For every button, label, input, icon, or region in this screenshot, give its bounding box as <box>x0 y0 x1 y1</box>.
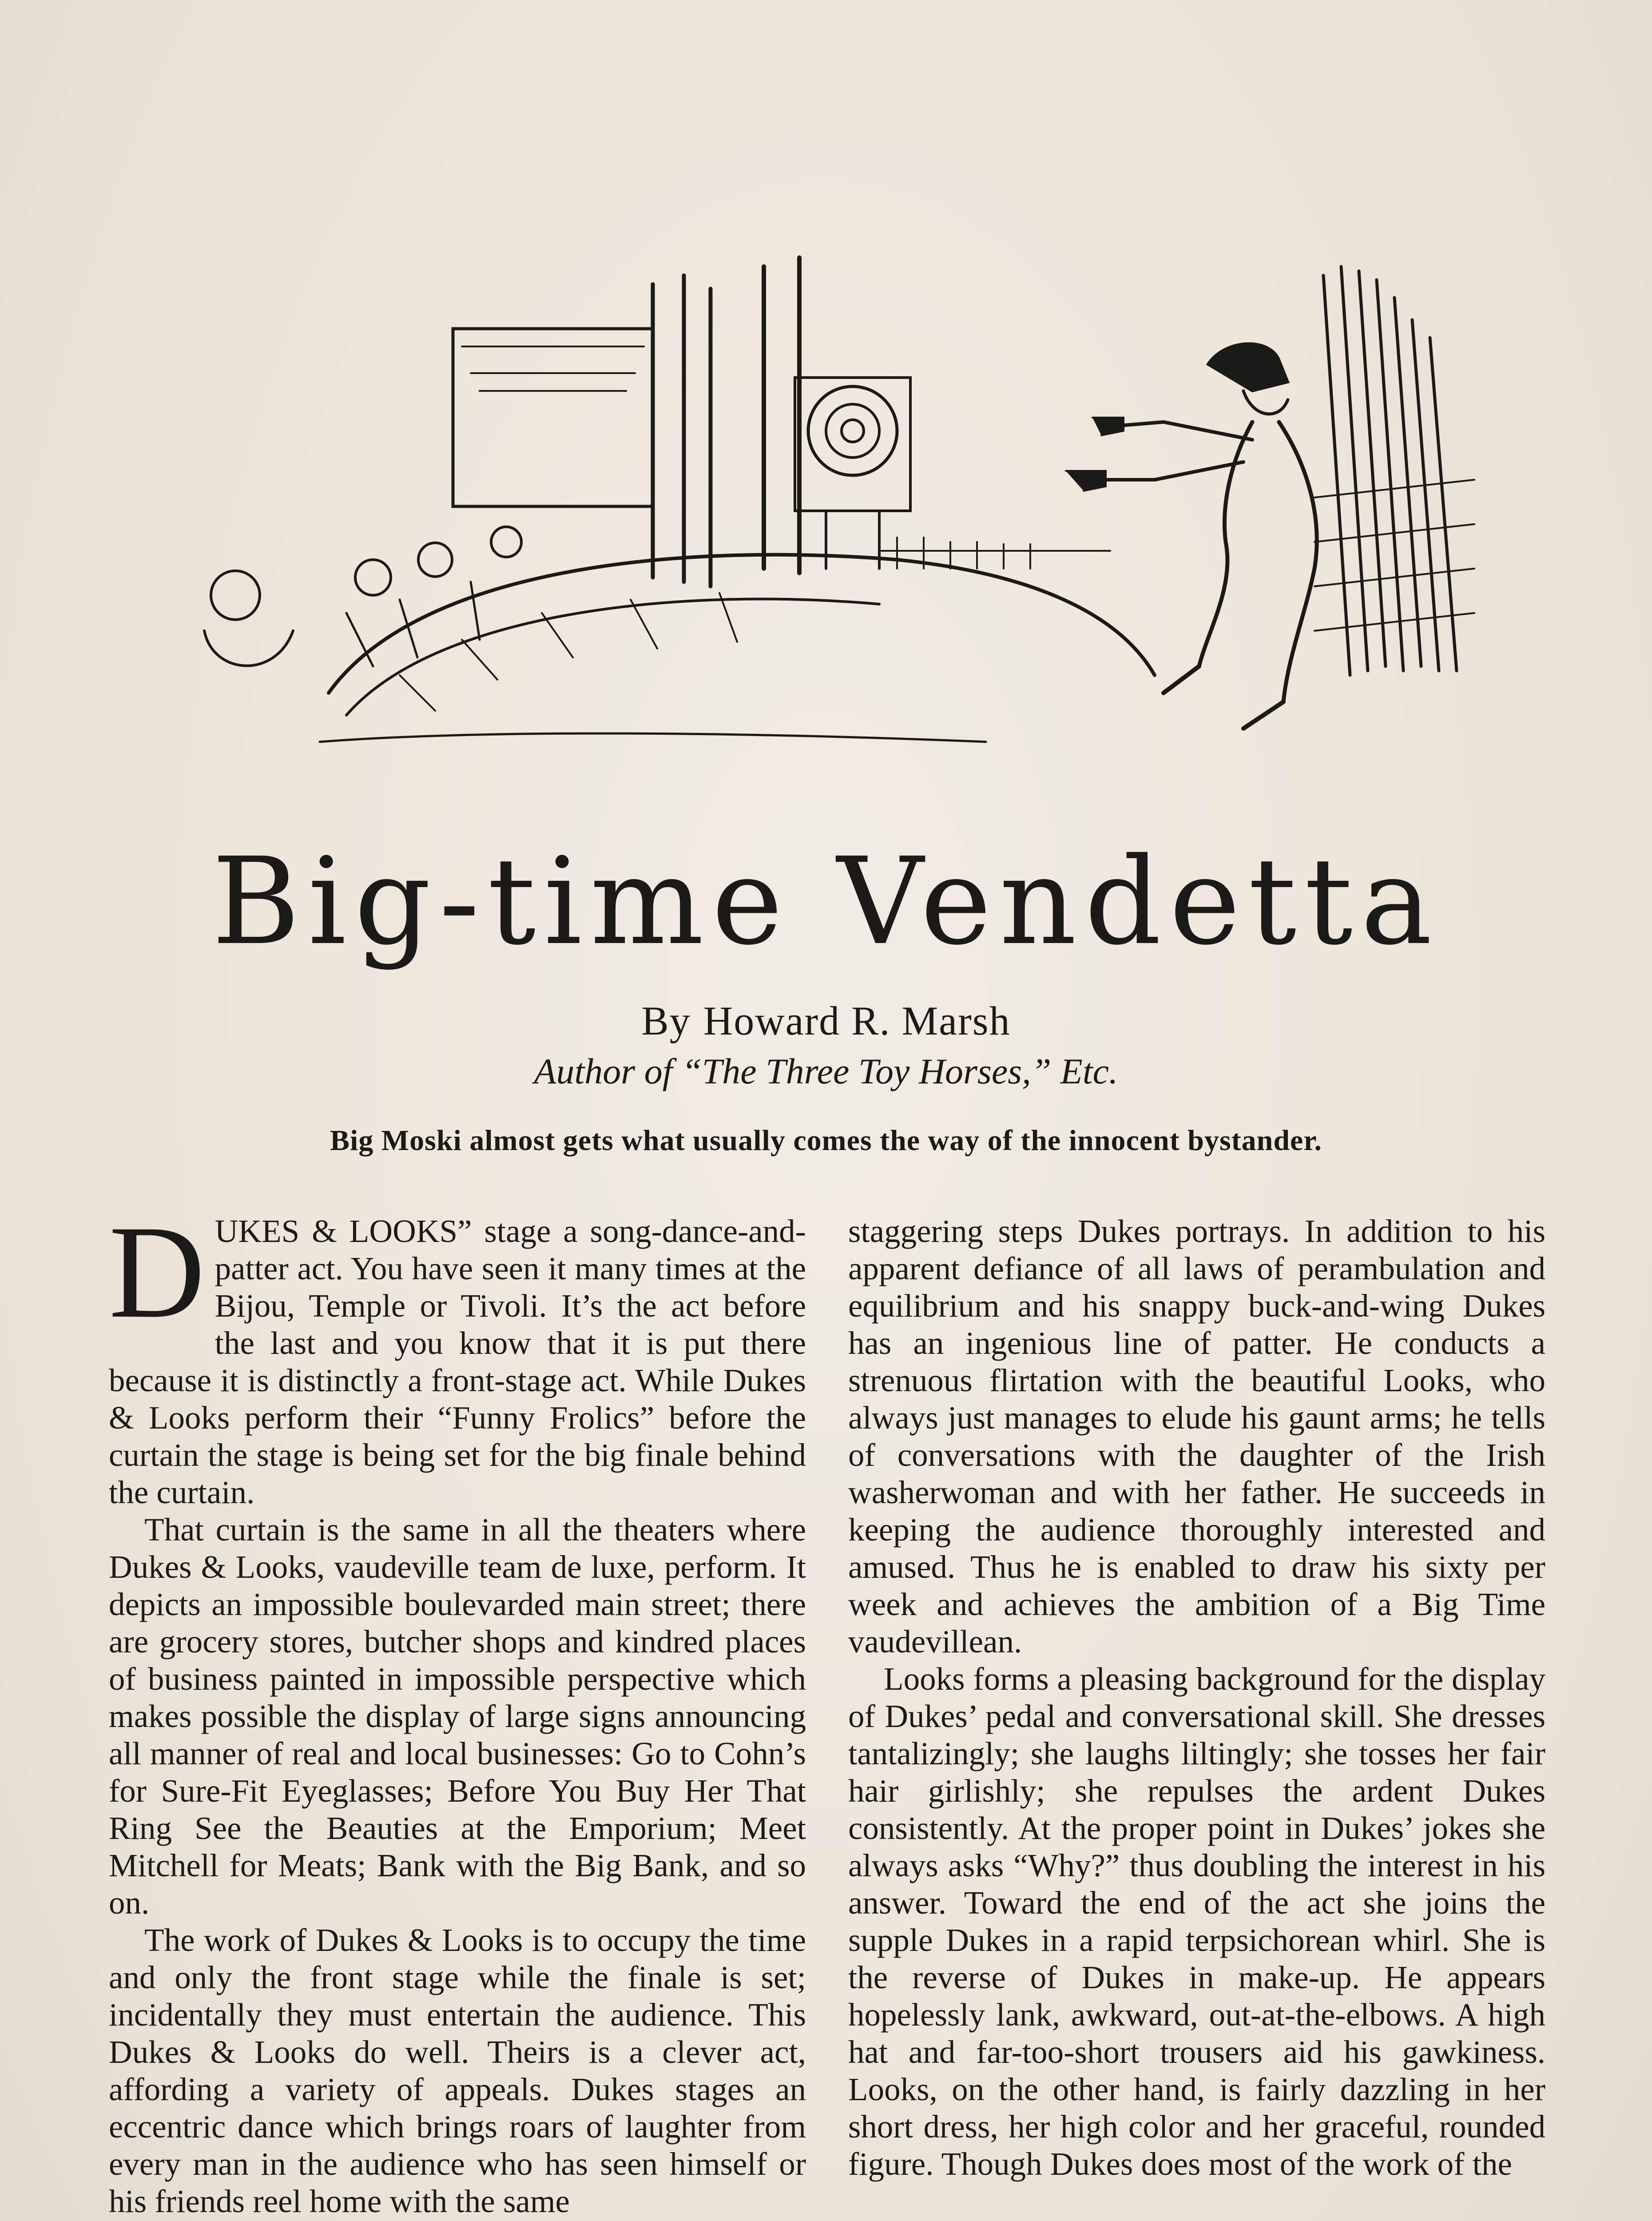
article-blurb: Big Moski almost gets what usually comes the way of the innocent bystander. <box>330 1124 1322 1157</box>
article-title: Big-time Vendetta <box>212 832 1440 971</box>
byline-prefix: By <box>641 998 691 1043</box>
paragraph: The work of Dukes & Looks is to occupy the time and only the front stage while the finale is set; incidentally they must entertain the audience. This Dukes & Looks do well. Theirs is a clever act, affording a variety of appeals. Dukes stages an eccentric dance which brings roars of laughter from every man in the audience who has seen himself or his friends reel home with the same <box>109 1922 806 2219</box>
paragraph: Looks forms a pleasing background for the display of Dukes’ pedal and conversational skill. She dresses tantalizingly; she laughs liltingly; she tosses her fair hair girlishly; she repulses the ardent Dukes consistently. At the proper point in Dukes’ jokes she always asks “Why?” thus doubling the interest in his answer. Toward the end of the act she joins the supple Dukes in a rapid terpsichorean whirl. She is the reverse of Dukes in make-up. He appears hopelessly lank, awkward, out-at-the-elbows. A high hat and far-too-short trousers aid his gawkiness. Looks, on the other hand, is fairly dazzling in her short dress, her high color and her graceful, rounded figure. Though Dukes does most of the work of the <box>848 1661 1545 2182</box>
header-illustration <box>187 231 1492 773</box>
author-name: Howard R. Marsh <box>703 998 1011 1043</box>
paragraph: That curtain is the same in all the theaters where Dukes & Looks, vaudeville team de luxe, perform. It depicts an impossible boulevarded main street; there are grocery stores, butcher shops and kindred places of business painted in impossible perspective which makes possible the display of large signs announcing all manner of real and local businesses: Go to Cohn’s for Sure-Fit Eyeglasses; Before You Buy Her That Ring See the Beauties at the Emporium; Meet Mitchell for Meats; Bank with the Big Bank, and so on. <box>109 1512 806 1921</box>
author-previous-work: Author of “The Three Toy Horses,” Etc. <box>534 1051 1118 1091</box>
drop-cap: D <box>109 1198 205 1345</box>
byline <box>0 997 1652 1044</box>
paragraph: DUKES & LOOKS” stage a song-dance-and-patter act. You have seen it many times at the Bijou, Temple or Tivoli. It’s the act before the last and you know that it is put there because it is distinctly a front-stage act. While Dukes & Looks perform their “Funny Frolics” before the curtain the stage is being set for the big finale behind the curtain. <box>109 1198 806 1510</box>
paragraph: staggering steps Dukes portrays. In addition to his apparent defiance of all laws of perambulation and equilibrium and his snappy buck-and-wing Dukes has an ingenious line of patter. He conducts a strenuous flirtation with the beautiful Looks, who always just manages to elude his gaunt arms; he tells of conversations with the daughter of the Irish washerwoman and with her father. He succeeds in keeping the audience thoroughly interested and amused. Thus he is enabled to draw his sixty per week and achieves the ambition of a Big Time vaudevillean. <box>848 1213 1545 1660</box>
column-right <box>848 1213 1545 2220</box>
column-left <box>109 1198 806 2220</box>
article-body <box>109 1198 1545 2220</box>
stage-shooting-scene-drawing <box>187 231 1492 773</box>
